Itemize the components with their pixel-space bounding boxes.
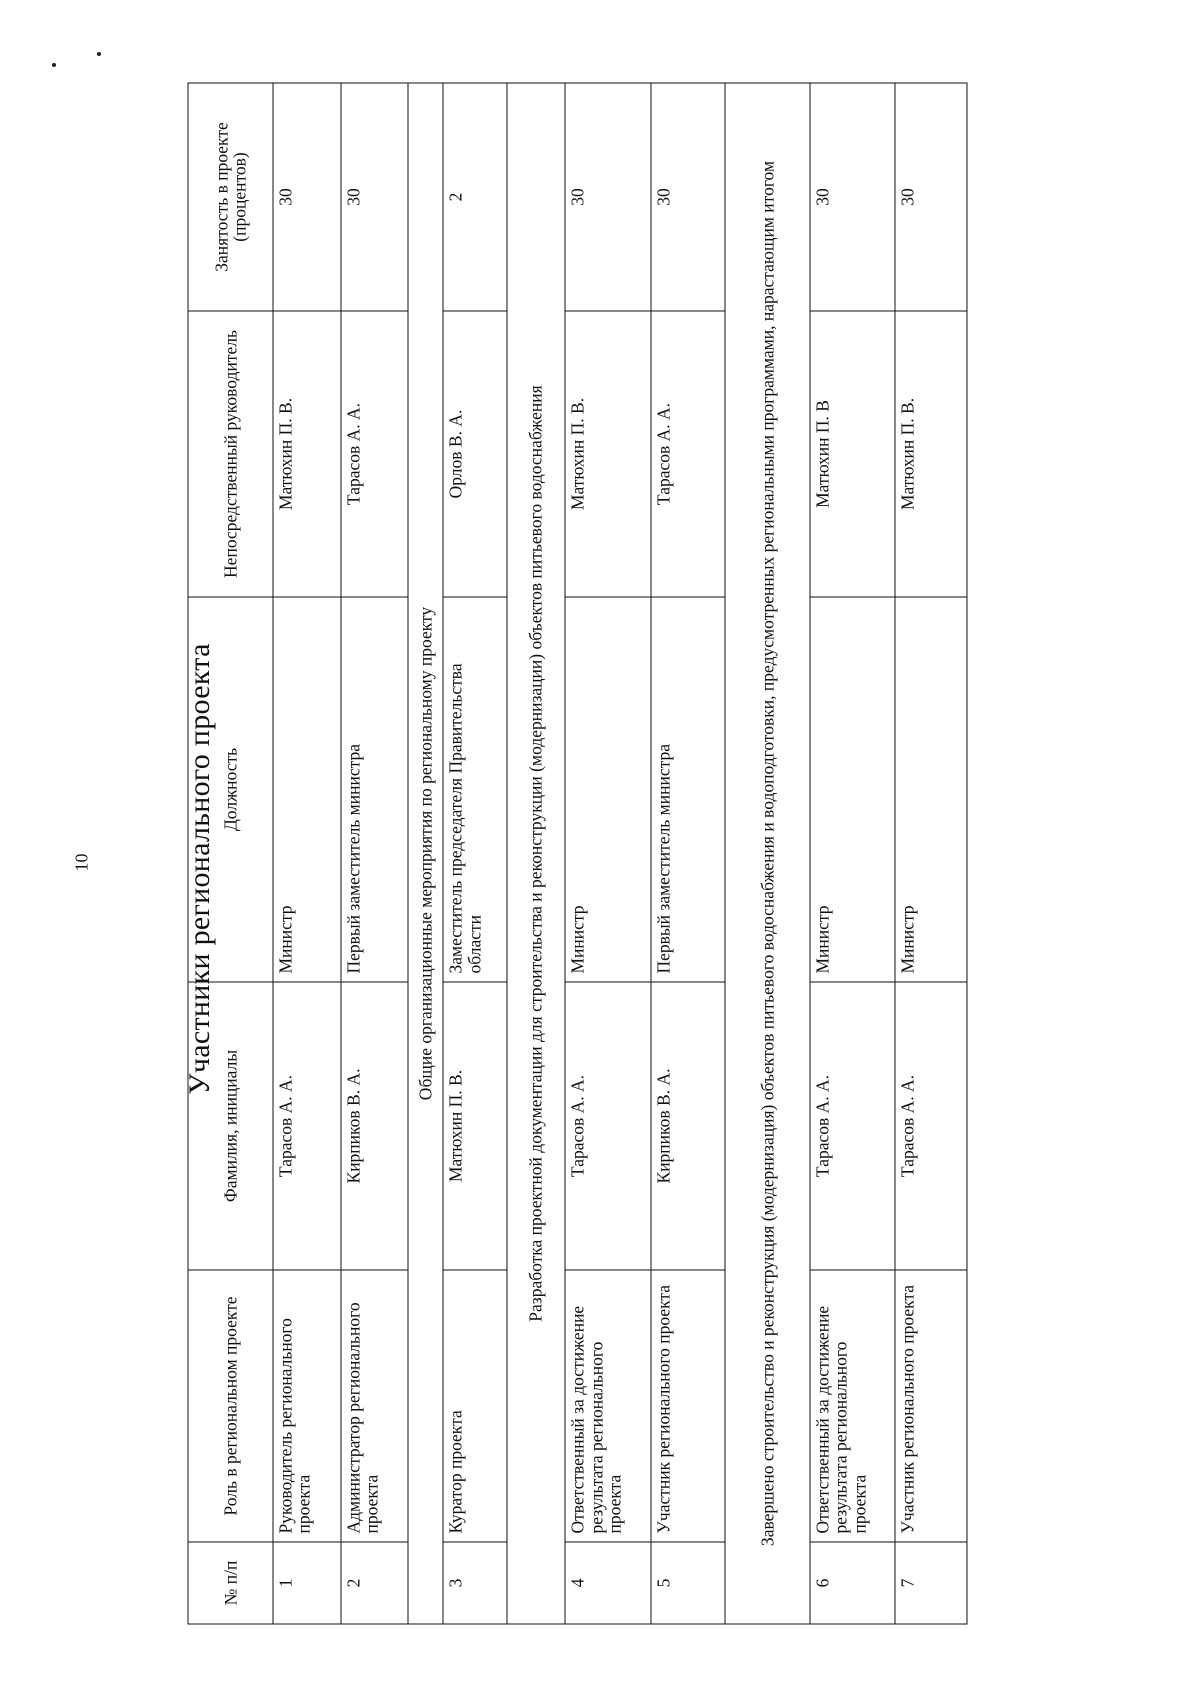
cell-employment: 2 xyxy=(443,83,506,311)
cell-role: Ответственный за достижение результата регионального проекта xyxy=(565,1270,650,1542)
header-manager: Непосредственный руководитель xyxy=(188,311,273,597)
section-row xyxy=(725,83,810,1624)
cell-manager: Орлов В. А. xyxy=(443,311,506,597)
cell-name: Тарасов А. А. xyxy=(895,982,967,1270)
header-role: Роль в региональном проекте xyxy=(188,1270,273,1542)
cell-name: Тарасов А. А. xyxy=(565,982,650,1270)
cell-name: Тарасов А. А. xyxy=(273,982,341,1270)
cell-name: Матюхин П. В. xyxy=(443,982,506,1270)
table-row xyxy=(895,83,967,1624)
table-row xyxy=(341,83,409,1624)
section-title: Общие организационные мероприятия по региональному проекту xyxy=(408,83,443,1624)
cell-num: 5 xyxy=(651,1542,725,1624)
table-row xyxy=(273,83,341,1624)
cell-employment: 30 xyxy=(651,83,725,311)
table-row xyxy=(443,83,506,1624)
cell-name: Тарасов А. А. xyxy=(810,982,895,1270)
cell-num: 4 xyxy=(565,1542,650,1624)
cell-manager: Матюхин П. В. xyxy=(273,311,341,597)
cell-role: Руководитель регионального проекта xyxy=(273,1270,341,1542)
cell-position: Министр xyxy=(810,597,895,982)
cell-name: Кирпиков В. А. xyxy=(651,982,725,1270)
participants-table-rotated xyxy=(188,84,968,1625)
cell-position: Заместитель председателя Правительства области xyxy=(443,597,506,982)
cell-role: Ответственный за достижение результата регионального проекта xyxy=(810,1270,895,1542)
section-row xyxy=(408,83,443,1624)
cell-position: Министр xyxy=(895,597,967,982)
scan-dot xyxy=(97,52,101,56)
table-row xyxy=(810,83,895,1624)
page-number: 10 xyxy=(71,853,92,872)
cell-employment: 30 xyxy=(273,83,341,311)
cell-num: 2 xyxy=(341,1542,409,1624)
cell-manager: Матюхин П. В xyxy=(810,311,895,597)
table-row xyxy=(565,83,650,1624)
cell-num: 6 xyxy=(810,1542,895,1624)
table-header-row xyxy=(188,83,273,1624)
cell-name: Кирпиков В. А. xyxy=(341,982,409,1270)
cell-employment: 30 xyxy=(895,83,967,311)
section-row xyxy=(507,83,566,1624)
header-employment: Занятость в проекте (процентов) xyxy=(188,83,273,311)
cell-employment: 30 xyxy=(565,83,650,311)
header-position: Должность xyxy=(188,597,273,982)
cell-role: Участник регионального проекта xyxy=(895,1270,967,1542)
cell-manager: Тарасов А. А. xyxy=(341,311,409,597)
scan-dot xyxy=(52,63,56,67)
cell-position: Первый заместитель министра xyxy=(651,597,725,982)
table-row xyxy=(651,83,725,1624)
cell-employment: 30 xyxy=(810,83,895,311)
cell-manager: Матюхин П. В. xyxy=(565,311,650,597)
cell-role: Куратор проекта xyxy=(443,1270,506,1542)
cell-role: Участник регионального проекта xyxy=(651,1270,725,1542)
cell-num: 3 xyxy=(443,1542,506,1624)
cell-position: Первый заместитель министра xyxy=(341,597,409,982)
cell-num: 7 xyxy=(895,1542,967,1624)
cell-manager: Матюхин П. В. xyxy=(895,311,967,597)
page-title: Участники регионального проекта xyxy=(183,643,216,1095)
header-num: № п/п xyxy=(188,1542,273,1624)
cell-manager: Тарасов А. А. xyxy=(651,311,725,597)
header-name: Фамилия, инициалы xyxy=(188,982,273,1270)
section-title: Завершено строительство и реконструкция (модернизация) объектов питьевого водоснабжения и водоподготовки, предусмотренных региональными программами, нарастающим итогом xyxy=(725,83,810,1624)
cell-employment: 30 xyxy=(341,83,409,311)
section-title: Разработка проектной документации для строительства и реконструкции (модернизации) объектов питьевого водоснабжения xyxy=(507,83,566,1624)
cell-position: Министр xyxy=(565,597,650,982)
cell-position: Министр xyxy=(273,597,341,982)
cell-role: Администратор регионального проекта xyxy=(341,1270,409,1542)
participants-table xyxy=(188,83,968,1625)
cell-num: 1 xyxy=(273,1542,341,1624)
